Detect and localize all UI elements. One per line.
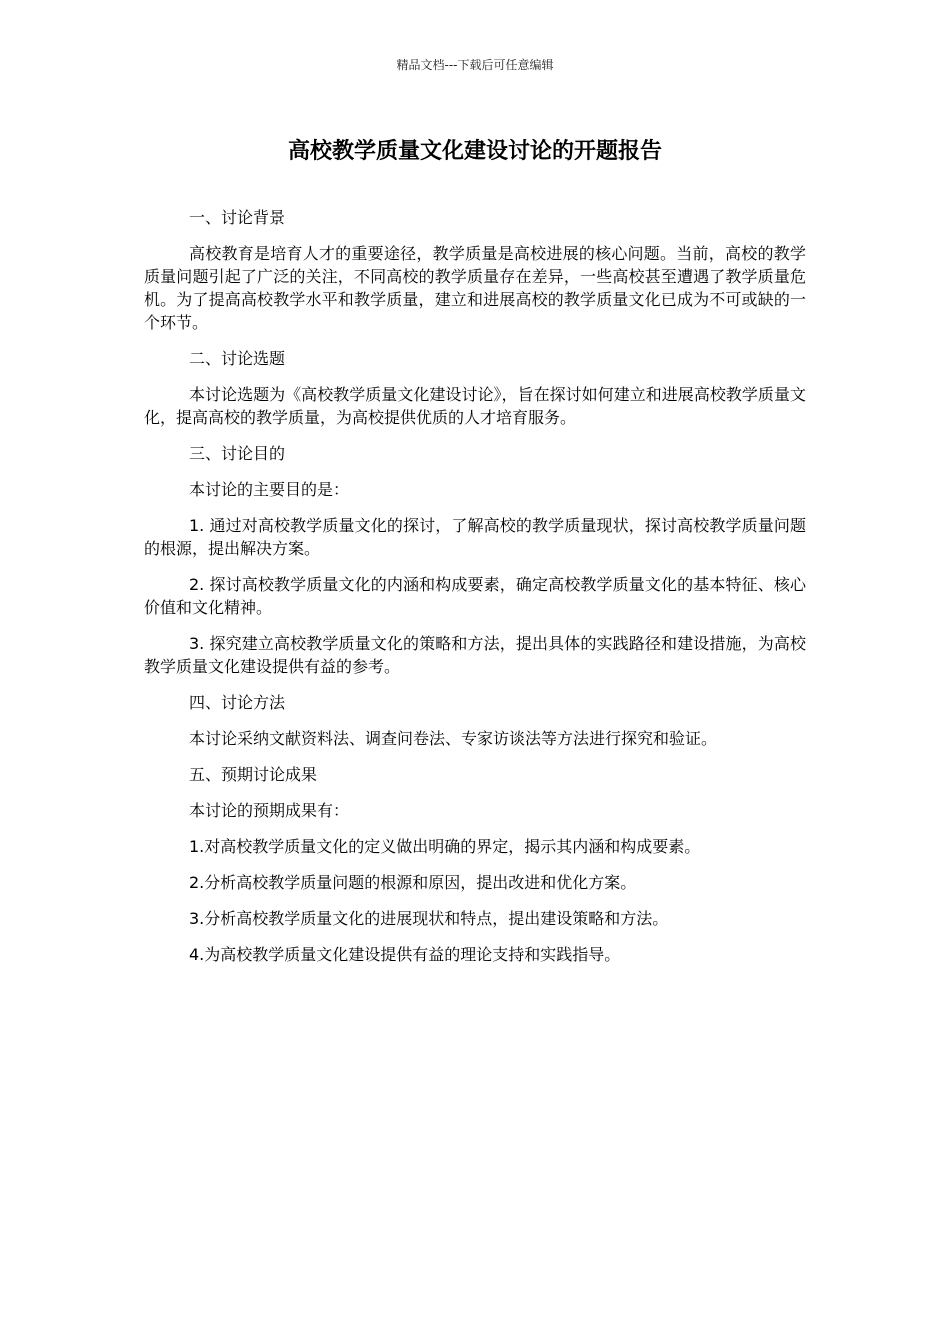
section-heading-objectives: 三、讨论目的 [189,444,286,463]
outcome-item: 4.为高校教学质量文化建设提供有益的理论支持和实践指导。 [189,945,621,964]
objective-item: 3. 探究建立高校教学质量文化的策略和方法，提出具体的实践路径和建设措施，为高校教学质量文化建设提供有益的参考。 [144,634,806,676]
objective-item: 1. 通过对高校教学质量文化的探讨，了解高校的教学质量现状，探讨高校教学质量问题的根源，提出解决方案。 [144,516,806,558]
paragraph-topic: 本讨论选题为《高校教学质量文化建设讨论》，旨在探讨如何建立和进展高校教学质量文化，提高高校的教学质量，为高校提供优质的人才培育服务。 [144,385,806,427]
paragraph-methods: 本讨论采纳文献资料法、调查问卷法、专家访谈法等方法进行探究和验证。 [189,729,718,748]
section-heading-methods: 四、讨论方法 [189,693,286,712]
outcome-item: 3.分析高校教学质量文化的进展现状和特点，提出建设策略和方法。 [189,909,669,928]
section-heading-topic: 二、讨论选题 [189,349,286,368]
outcome-item: 1.对高校教学质量文化的定义做出明确的界定，揭示其内涵和构成要素。 [189,837,701,856]
document-body [144,206,806,979]
paragraph-background: 高校教育是培育人才的重要途径，教学质量是高校进展的核心问题。当前，高校的教学质量问题引起了广泛的关注，不同高校的教学质量存在差异，一些高校甚至遭遇了教学质量危机。为了提高高校教学水平和教学质量，建立和进展高校的教学质量文化已成为不可或缺的一个环节。 [144,244,806,332]
header-note: 精品文档---下载后可任意编辑 [396,58,554,72]
outcome-item: 2.分析高校教学质量问题的根源和原因，提出改进和优化方案。 [189,873,637,892]
paragraph-objectives-intro: 本讨论的主要目的是： [189,480,350,499]
objective-item: 2. 探讨高校教学质量文化的内涵和构成要素，确定高校教学质量文化的基本特征、核心价值和文化精神。 [144,575,806,617]
section-heading-background: 一、讨论背景 [189,208,286,227]
section-heading-outcomes: 五、预期讨论成果 [189,765,318,784]
document-title: 高校教学质量文化建设讨论的开题报告 [287,139,662,164]
paragraph-outcomes-intro: 本讨论的预期成果有： [189,801,350,820]
